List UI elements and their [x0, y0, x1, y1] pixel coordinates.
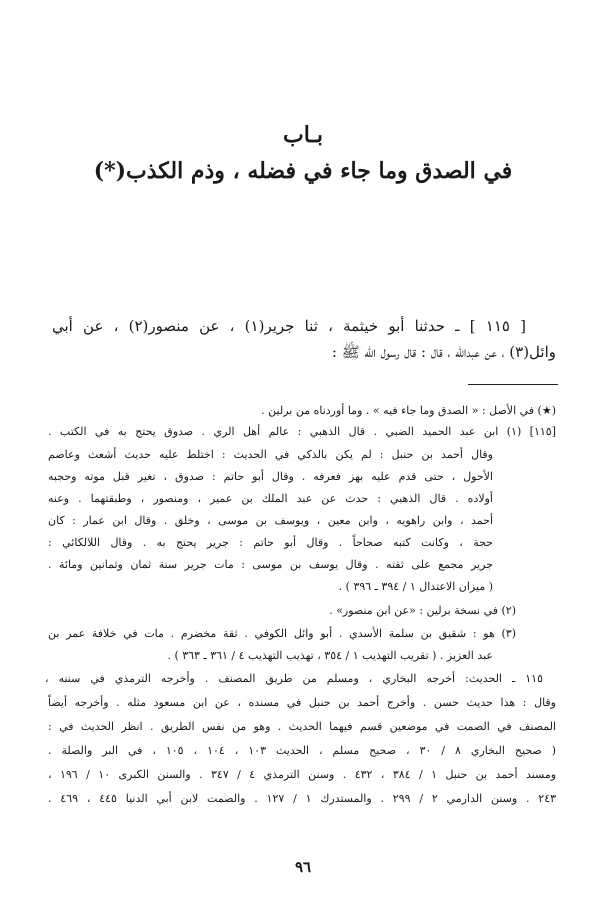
footnote-line: ومسند أحمد بن حنبل ١ / ٣٨٤ ، ٤٣٢ . وسنن الترمذي ٤ / ٣٤٧ . والسنن الكبرى ١٠ / ١٩٦ ، — [48, 768, 557, 781]
footnote-line: [١١٥] (١) ابن عبد الحميد الضبي . قال الذهبي : عالم أهل الري . صدوق يحتج به في الكتب . — [48, 425, 556, 438]
footnote-line: وقال أحمد بن حنبل : لم يكن بالذكي في الحديث : اختلط عليه حديث أشعث وعاصم — [48, 448, 493, 461]
footnote-line: (٣) هو : شقيق بن سلمة الأسدي . أبو وائل الكوفي . ثقة مخضرم . مات في خلافة عمر بن — [48, 627, 516, 640]
footnote-line: أحمد ، وابن راهويه ، وابن معين ، ويوسف بن موسى ، وخلق . وقال ابن عمار : كان — [48, 514, 493, 527]
hadith-line: وائل(٣) ، عن عبدالله ، قال : قال رسول الله ﷺ : — [331, 343, 556, 361]
footnote-line: ( صحيح البخاري ٨ / ٣٠ ، صحيح مسلم ، الحديث ١٠٣ ، ١٠٤ ، ١٠٥ ، في البر والصلة . — [48, 744, 557, 757]
footnote-line: (★) في الأصل : « الصدق وما جاء فيه » . وما أوردناه من برلين . — [261, 404, 556, 417]
footnote-line: حجة ، وكانت كتبه صحاحاً . وقال أبو حاتم : جرير يحتج به . وقال اللالكائي : — [48, 536, 493, 549]
chapter-label: بـاب — [283, 122, 323, 148]
footnote-line: المصنف في الصمت في موضعين قسم فيهما الحديث . وهو من نفس الطريق . انظر الحديث في : — [48, 720, 556, 733]
page-number: ٩٦ — [294, 858, 312, 876]
footnote-divider — [468, 384, 558, 385]
footnote-line: جرير مجمع على ثقته . وقال يوسف بن موسى : مات جرير سنة ثمان وثمانين ومائة . — [48, 558, 493, 571]
footnote-line: ٢٤٣ . وسنن الدارمي ٢ / ٢٩٩ . والمستدرك ١ / ١٢٧ . والصمت لابن أبي الدنيا ٤٤٥ ، ٤٦٩ . — [48, 792, 557, 805]
hadith-line: [ ١١٥ ] ـ حدثنا أبو خيثمة ، ثنا جرير(١) ، عن منصور(٢) ، عن أبي — [52, 317, 527, 335]
footnote-line: وقال : هذا حديث حسن . وأخرج أحمد بن حنبل في مسنده ، عن ابن مسعود مثله . وأخرجه أيضاً — [48, 696, 556, 709]
footnote-line: (٢) في نسخة برلين : «عن ابن منصور» . — [329, 604, 516, 617]
footnote-line: الأحول ، حتى قدم عليه بهز فعرفه . وقال أبو حاتم : صدوق ، تغير قبل موته وحجبه — [48, 470, 493, 483]
footnote-line: عبد العزيز . ( تقريب التهذيب ١ / ٣٥٤ ، تهذيب التهذيب ٤ / ٣٦١ ـ ٣٦٣ ) . — [167, 649, 493, 662]
footnote-line: ( ميزان الاعتدال ١ / ٣٩٤ ـ ٣٩٦ ) . — [338, 580, 493, 593]
chapter-title: في الصدق وما جاء في فضله ، وذم الكذب(*) — [93, 158, 513, 184]
footnote-line: أولاده . قال الذهبي : حدث عن عبد الملك بن عمير ، ومنصور ، وطبقتهما . وعنه — [48, 492, 493, 505]
footnote-line: ١١٥ ـ الحديث: أخرجه البخاري ، ومسلم من طريق المصنف . وأخرجه الترمذي في سننه ، — [45, 672, 543, 685]
